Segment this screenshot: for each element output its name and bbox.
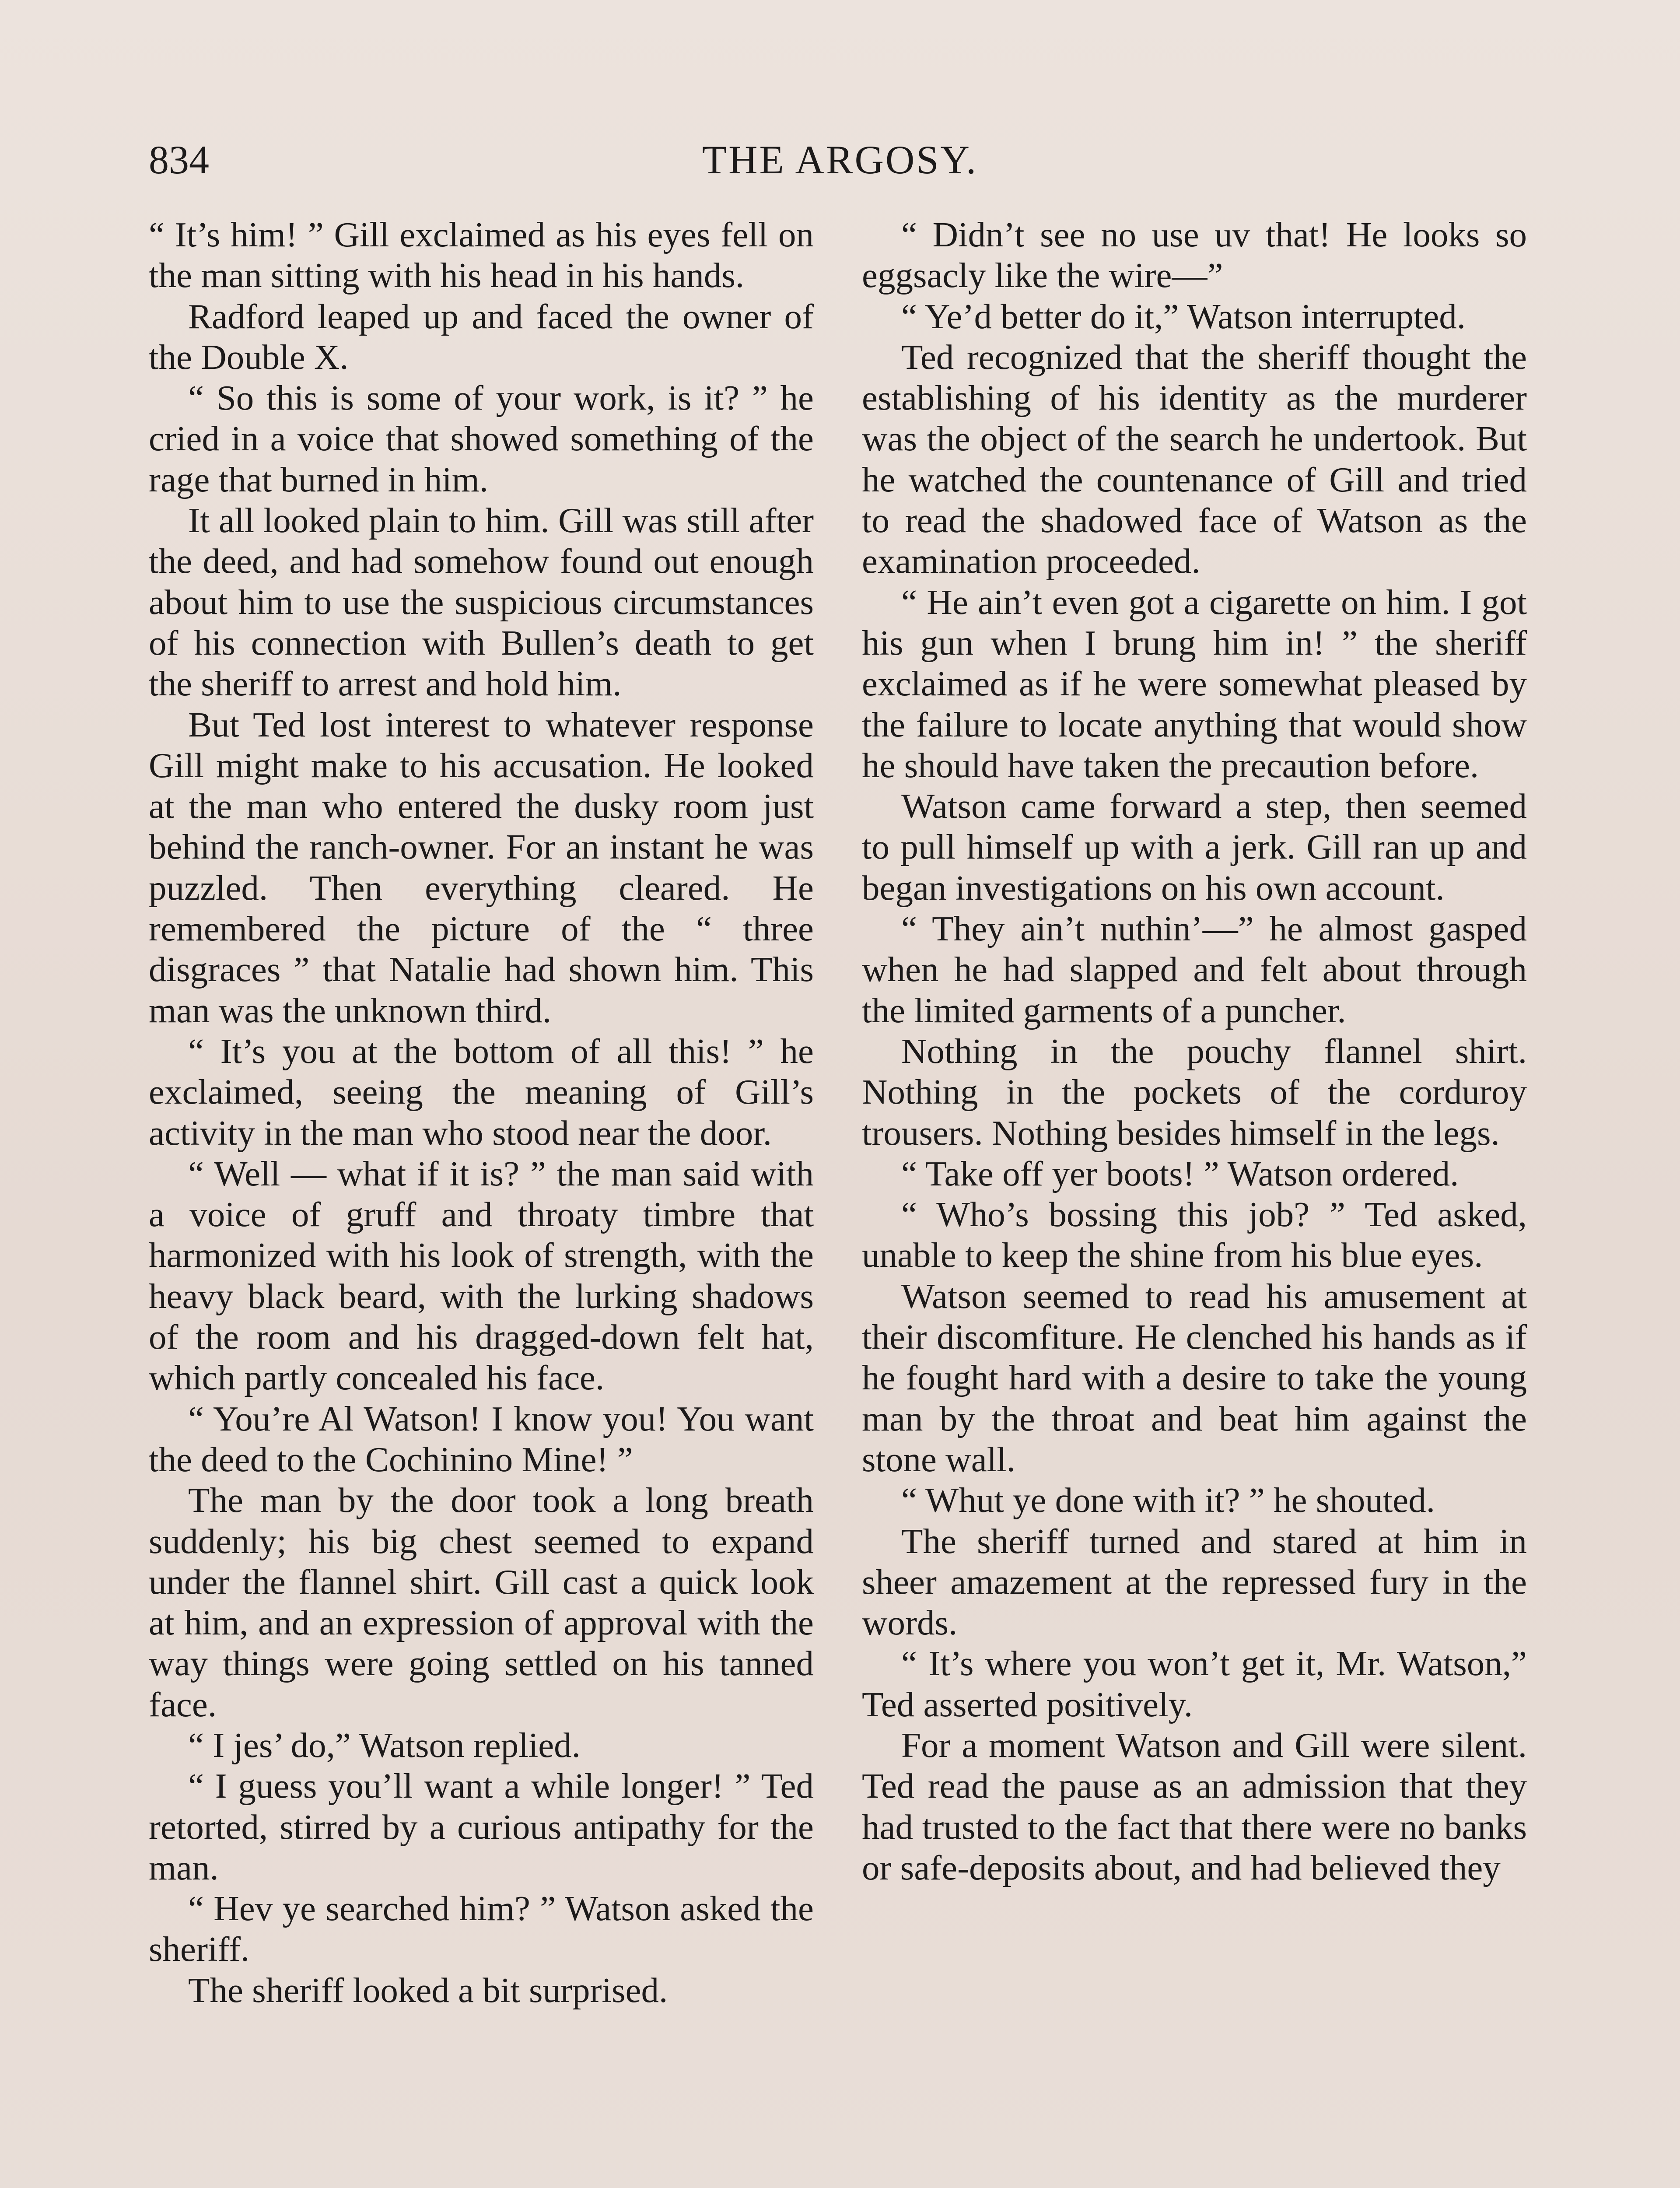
paragraph: “ Whut ye done with it? ” he shouted.: [901, 1480, 1435, 1520]
paragraph: The sheriff turned and stared at him in sheer amazement at the repressed fury in the words.: [862, 1521, 1527, 1643]
paragraph: But Ted lost interest to whatever response Gill might make to his accusation. He looked at the man who entered the dusky room just behind the ranch-owner. For an instant he was puzzled. Then everything cleared. He remembered the picture of the “ three disgraces ” that Natalie had shown him. This man was the unknown third.: [149, 705, 814, 1030]
paragraph: “ I jes’ do,” Watson replied.: [188, 1725, 581, 1765]
paragraph: Watson seemed to read his amusement at their discomfiture. He clenched his hands as if he fought hard with a desire to take the young man by the throat and beat him against the stone wall.: [862, 1276, 1527, 1479]
paragraph: For a moment Watson and Gill were silent. Ted read the pause as an admission that they had trusted to the fact that there were no banks or safe-deposits about, and had believed they: [862, 1725, 1527, 1887]
page-number: 834: [149, 137, 209, 182]
paragraph: “ It’s you at the bottom of all this! ” he exclaimed, seeing the meaning of Gill’s activity in the man who stood near the door.: [149, 1031, 814, 1153]
paragraph: “ It’s where you won’t get it, Mr. Watson,” Ted asserted positively.: [862, 1644, 1527, 1724]
running-title: THE ARGOSY.: [702, 137, 978, 182]
left-column: [149, 214, 814, 2011]
paragraph: Ted recognized that the sheriff thought the establishing of his identity as the murderer was the object of the search he undertook. But he watched the countenance of Gill and tried to read the shadowed face of Watson as the examination proceeded.: [862, 337, 1527, 581]
paragraph: “ It’s him! ” Gill exclaimed as his eyes fell on the man sitting with his head in his hands.: [149, 215, 814, 295]
paragraph: “ Ye’d better do it,” Watson interrupted.: [901, 296, 1466, 336]
paragraph: “ Didn’t see no use uv that! He looks so eggsacly like the wire—”: [862, 215, 1527, 295]
paragraph: Nothing in the pouchy flannel shirt. Nothing in the pockets of the corduroy trousers. Nothing besides himself in the legs.: [862, 1031, 1527, 1153]
paragraph: The sheriff looked a bit surprised.: [188, 1970, 668, 2010]
paragraph: “ You’re Al Watson! I know you! You want the deed to the Cochinino Mine! ”: [149, 1399, 814, 1479]
right-column: [862, 214, 1527, 1888]
paragraph: The man by the door took a long breath suddenly; his big chest seemed to expand under the flannel shirt. Gill cast a quick look at him, and an expression of approval with the way things were going settled on his tanned face.: [149, 1480, 814, 1724]
paragraph: It all looked plain to him. Gill was still after the deed, and had somehow found out enough about him to use the suspicious circumstances of his connection with Bullen’s death to get the sheriff to arrest and hold him.: [149, 501, 814, 704]
paragraph: “ I guess you’ll want a while longer! ” Ted retorted, stirred by a curious antipathy for the man.: [149, 1766, 814, 1887]
page-header: [149, 131, 1531, 188]
paragraph: Watson came forward a step, then seemed to pull himself up with a jerk. Gill ran up and began investigations on his own account.: [862, 786, 1527, 908]
paragraph: “ Well — what if it is? ” the man said with a voice of gruff and throaty timbre that harmonized with his look of strength, with the heavy black beard, with the lurking shadows of the room and his dragged-down felt hat, which partly concealed his face.: [149, 1154, 814, 1398]
paragraph: Radford leaped up and faced the owner of the Double X.: [149, 296, 814, 377]
paragraph: “ Take off yer boots! ” Watson ordered.: [901, 1154, 1459, 1193]
paragraph: “ So this is some of your work, is it? ” he cried in a voice that showed something of the rage that burned in him.: [149, 378, 814, 499]
paragraph: “ Hev ye searched him? ” Watson asked the sheriff.: [149, 1889, 814, 1969]
paragraph: “ He ain’t even got a cigarette on him. I got his gun when I brung him in! ” the sheriff exclaimed as if he were somewhat pleased by the failure to locate anything that would show he should have taken the precaution before.: [862, 582, 1527, 785]
paragraph: “ They ain’t nuthin’—” he almost gasped when he had slapped and felt about through the limited garments of a puncher.: [862, 909, 1527, 1030]
paragraph: “ Who’s bossing this job? ” Ted asked, unable to keep the shine from his blue eyes.: [862, 1195, 1527, 1275]
